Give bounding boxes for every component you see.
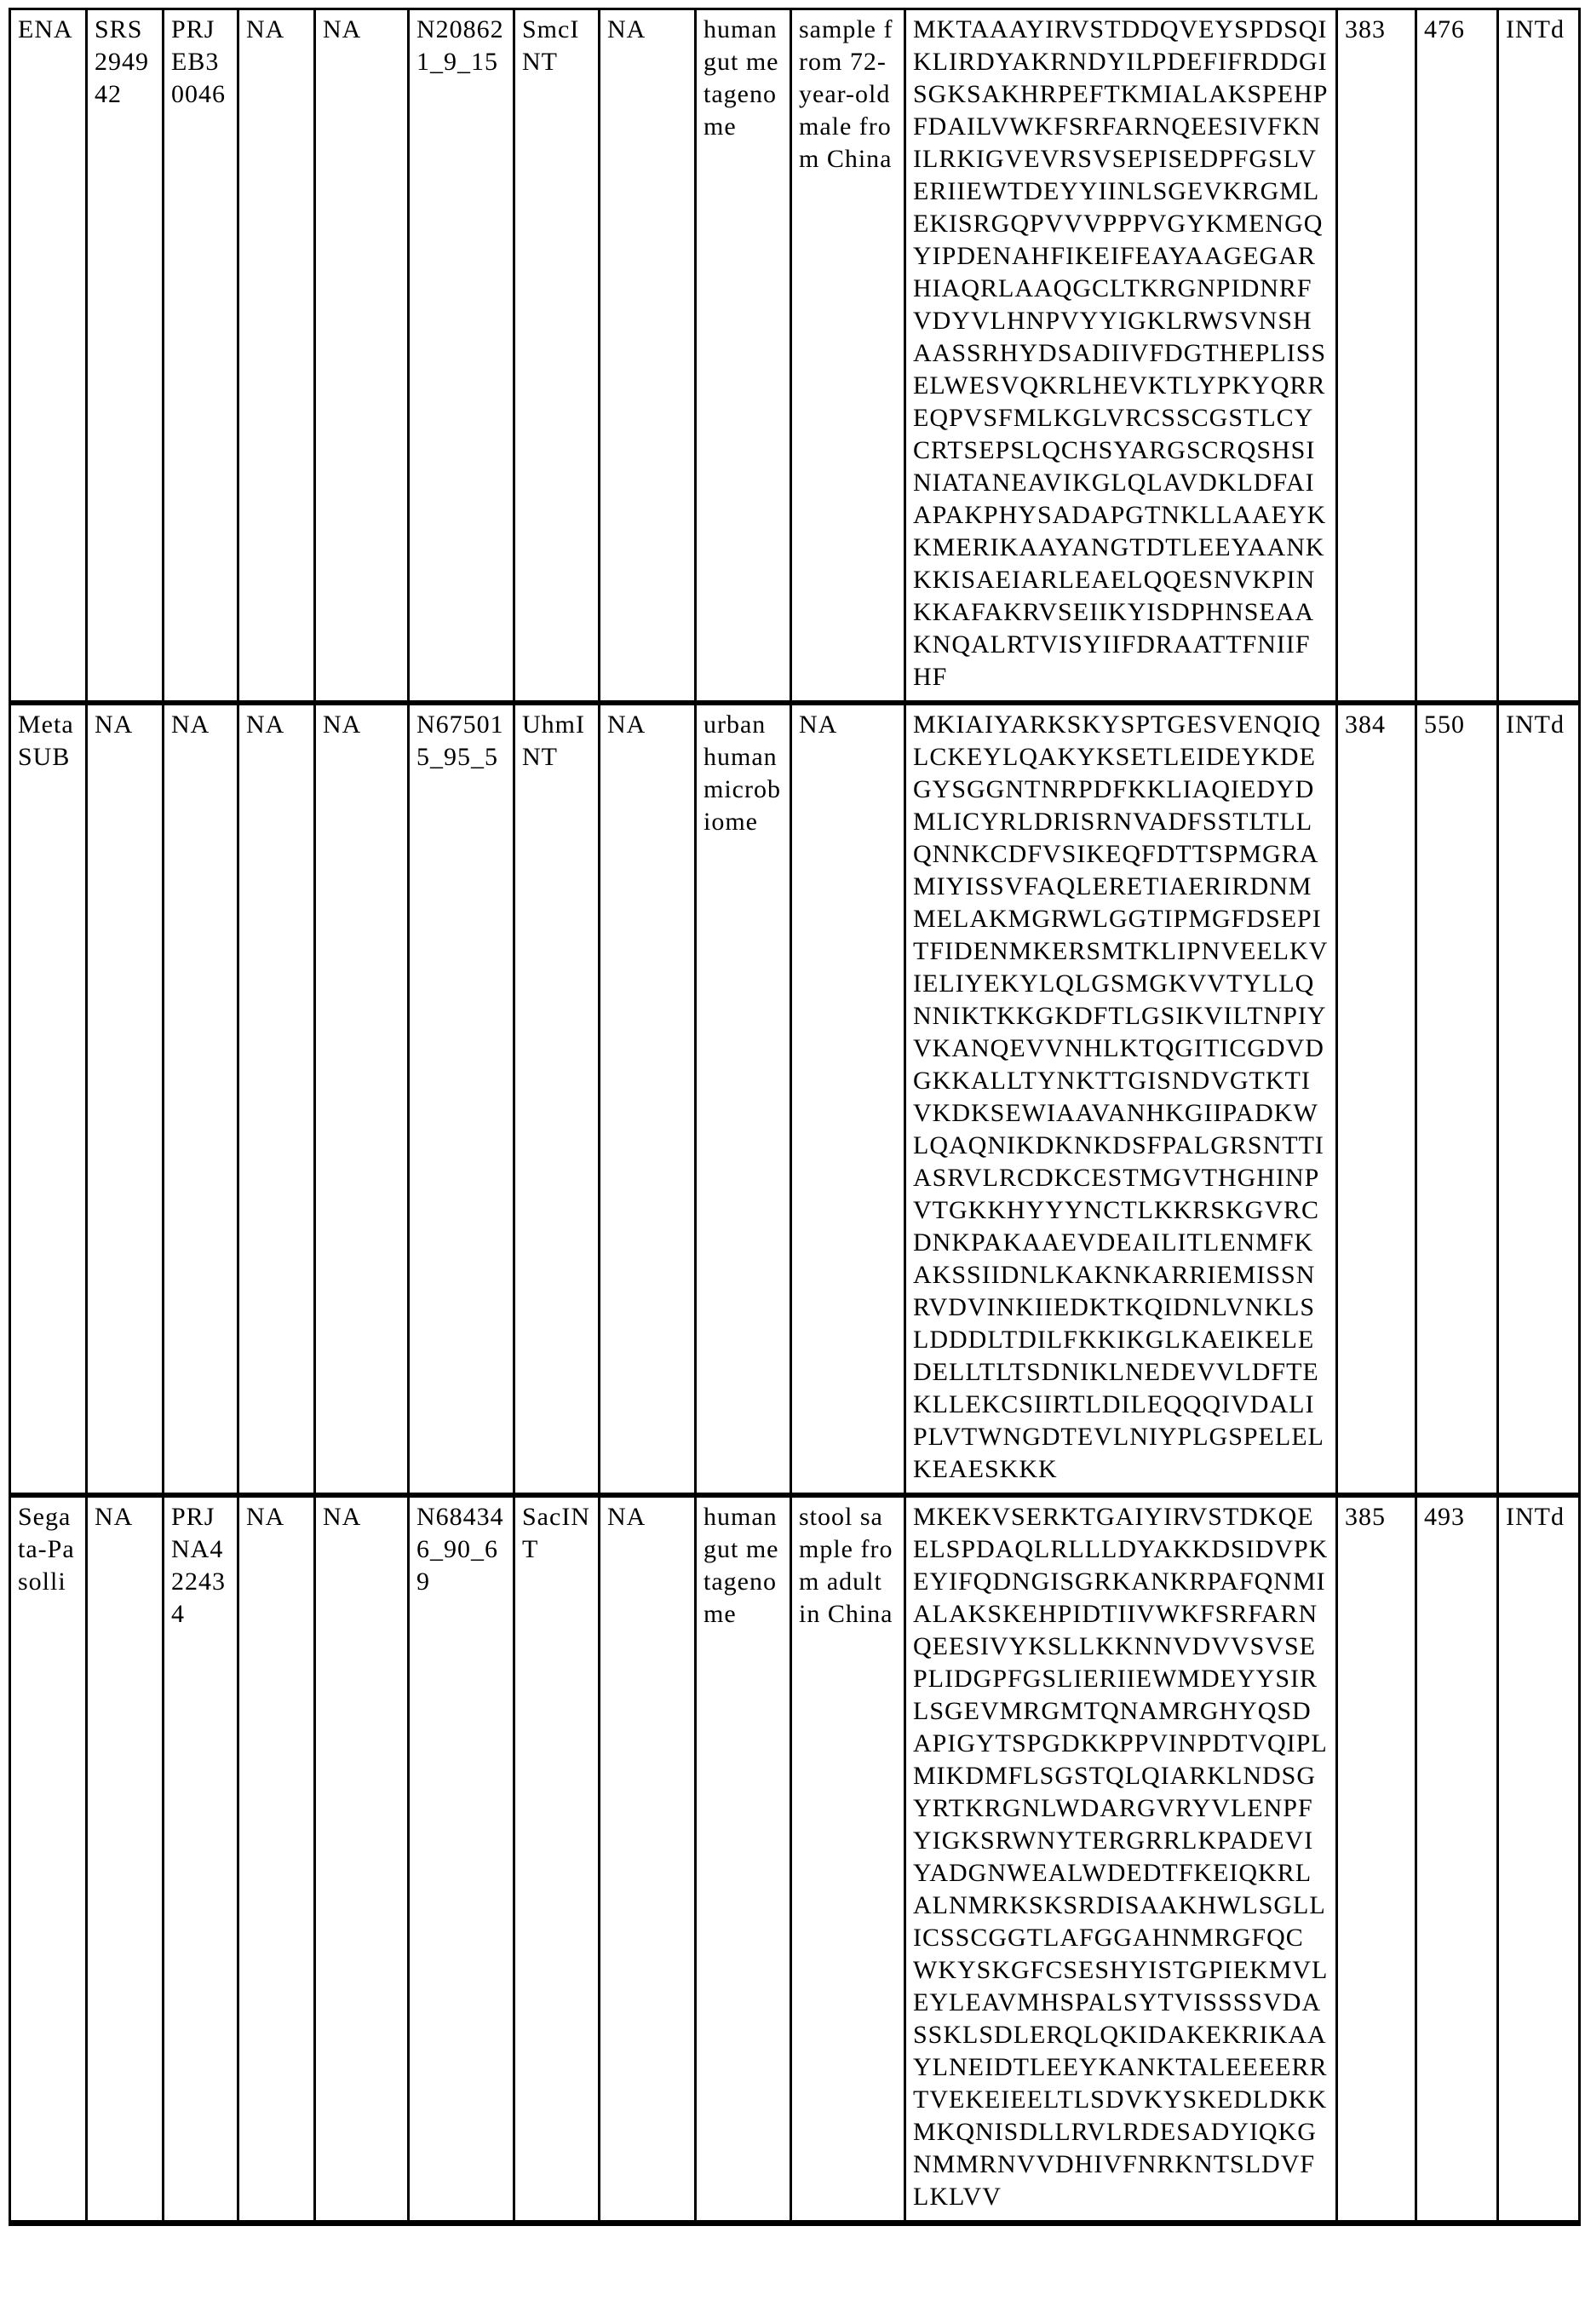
table-cell: N684346_90_69 [409,1495,514,2223]
table-cell: NA [315,1495,409,2223]
table-cell: SRS294942 [87,9,164,704]
table-cell: UhmINT [514,703,600,1495]
table-cell: NA [87,703,164,1495]
table-cell: N675015_95_5 [409,703,514,1495]
table-cell: human gut metagenome [696,1495,791,2223]
table-cell: NA [315,703,409,1495]
table-cell: NA [600,1495,696,2223]
table-cell: NA [600,703,696,1495]
table-cell: urban human microbiome [696,703,791,1495]
data-table [9,8,1581,2226]
table-cell: NA [315,9,409,704]
table-cell: 385 [1337,1495,1416,2223]
table-cell: INTd [1498,1495,1580,2223]
table-cell: NA [238,9,315,704]
table-cell: NA [238,703,315,1495]
table-cell: human gut metagenome [696,9,791,704]
protein-sequence-cell: MKIAIYARKSKYSPTGESVENQIQLCKEYLQAKYKSETLEIDEYKDEGYSGGNTNRPDFKKLIAQIEDYDMLICYRLDRISRNVADFSSTLTLLQNNKCDFVSIKEQFDTTSPMGRAMIYISSVFAQLERETIAERIRDNMMELAKMGRWLGGTIPMGFDSEPITFIDENMKERSMTKLIPNVEELKVIELIYEKYLQLGSMGKVVTYLLQNNIKTKKGKDFTLGSIKVILTNPIYVKANQEVVNHLKTQGITICGDVDGKKALLTYNKTTGISNDVGTKTIVKDKSEWIAAVANHKGIIPADKWLQAQNIKDKNKDSFPALGRSNTTIASRVLRCDKCESTMGVTHGHINPVTGKKHYYYNCTLKKRSKGVRCDNKPAKAAEVDEAILITLENMFKAKSSIIDNLKAKNKARRIEMISSNRVDVINKIIEDKTKQIDNLVNKLSLDDDLTDILFKKIKGLKAEIKELEDELLTLTSDNIKLNEDEVVLDFTEKLLEKCSIIRTLDILEQQQIVDALIPLVTWNGDTEVLNIYPLGSPELELKEAESKKK [905,703,1337,1495]
table-cell: SacINT [514,1495,600,2223]
table-cell: INTd [1498,9,1580,704]
table-cell: NA [87,1495,164,2223]
table-cell: PRJNA422434 [164,1495,238,2223]
table-cell: ENA [10,9,87,704]
table-cell: NA [164,703,238,1495]
table-cell: 384 [1337,703,1416,1495]
table-cell: N208621_9_15 [409,9,514,704]
table-cell: INTd [1498,703,1580,1495]
table-cell: NA [791,703,905,1495]
table-cell: MetaSUB [10,703,87,1495]
table-row [10,1495,1580,2223]
table-cell: NA [238,1495,315,2223]
table-cell: Segata-Pasolli [10,1495,87,2223]
table-cell: stool sample from adult in China [791,1495,905,2223]
protein-sequence-cell: MKTAAAYIRVSTDDQVEYSPDSQIKLIRDYAKRNDYILPDEFIFRDDGISGKSAKHRPEFTKMIALAKSPEHPFDAILVWKFSRFARNQEESIVFKNILRKIGVEVRSVSEPISEDPFGSLVERIIEWTDEYYIINLSGEVKRGMLEKISRGQPVVVPPPVGYKMENGQYIPDENAHFIKEIFEAYAAGEGARHIAQRLAAQGCLTKRGNPIDNRFVDYVLHNPVYYIGKLRWSVNSHAASSRHYDSADIIVFDGTHEPLISSELWESVQKRLHEVKTLYPKYQRREQPVSFMLKGLVRCSSCGSTLCYCRTSEPSLQCHSYARGSCRQSHSINIATANEAVIKGLQLAVDKLDFAIAPAKPHYSADAPGTNKLLAAEYKKMERIKAAYANGTDTLEEYAANKKKISAEIARLEAELQQESNVKPINKKAFAKRVSEIIKYISDPHNSEAAKNQALRTVISYIIFDRAATTFNIIFHF [905,9,1337,704]
table-row [10,9,1580,704]
table-cell: 493 [1416,1495,1498,2223]
table-cell: PRJEB30046 [164,9,238,704]
table-cell: 383 [1337,9,1416,704]
table-row [10,703,1580,1495]
protein-sequence-cell: MKEKVSERKTGAIYIRVSTDKQEELSPDAQLRLLLDYAKKDSIDVPKEYIFQDNGISGRKANKRPAFQNMIALAKSKEHPIDTIIVWKFSRFARNQEESIVYKSLLKKNNVDVVSVSEPLIDGPFGSLIERIIEWMDEYYSIRLSGEVMRGMTQNAMRGHYQSDAPIGYTSPGDKKPPVINPDTVQIPLMIKDMFLSGSTQLQIARKLNDSGYRTKRGNLWDARGVRYVLENPFYIGKSRWNYTERGRRLKPADEVIYADGNWEALWDEDTFKEIQKRLALNMRKSKSRDISAAKHWLSGLLICSSCGGTLAFGGAHNMRGFQCWKYSKGFCSESHYISTGPIEKMVLEYLEAVMHSPALSYTVISSSSVDASSKLSDLERQLQKIDAKEKRIKAAYLNEIDTLEEYKANKTALEEEERRTVEKEIEELTLSDVKYSKEDLDKKMKQNISDLLRVLRDESADYIQKGNMMRNVVDHIVFNRKNTSLDVFLKLVV [905,1495,1337,2223]
table-cell: 476 [1416,9,1498,704]
table-cell: NA [600,9,696,704]
table-cell: SmcINT [514,9,600,704]
table-cell: 550 [1416,703,1498,1495]
table-cell: sample from 72-year-old male from China [791,9,905,704]
